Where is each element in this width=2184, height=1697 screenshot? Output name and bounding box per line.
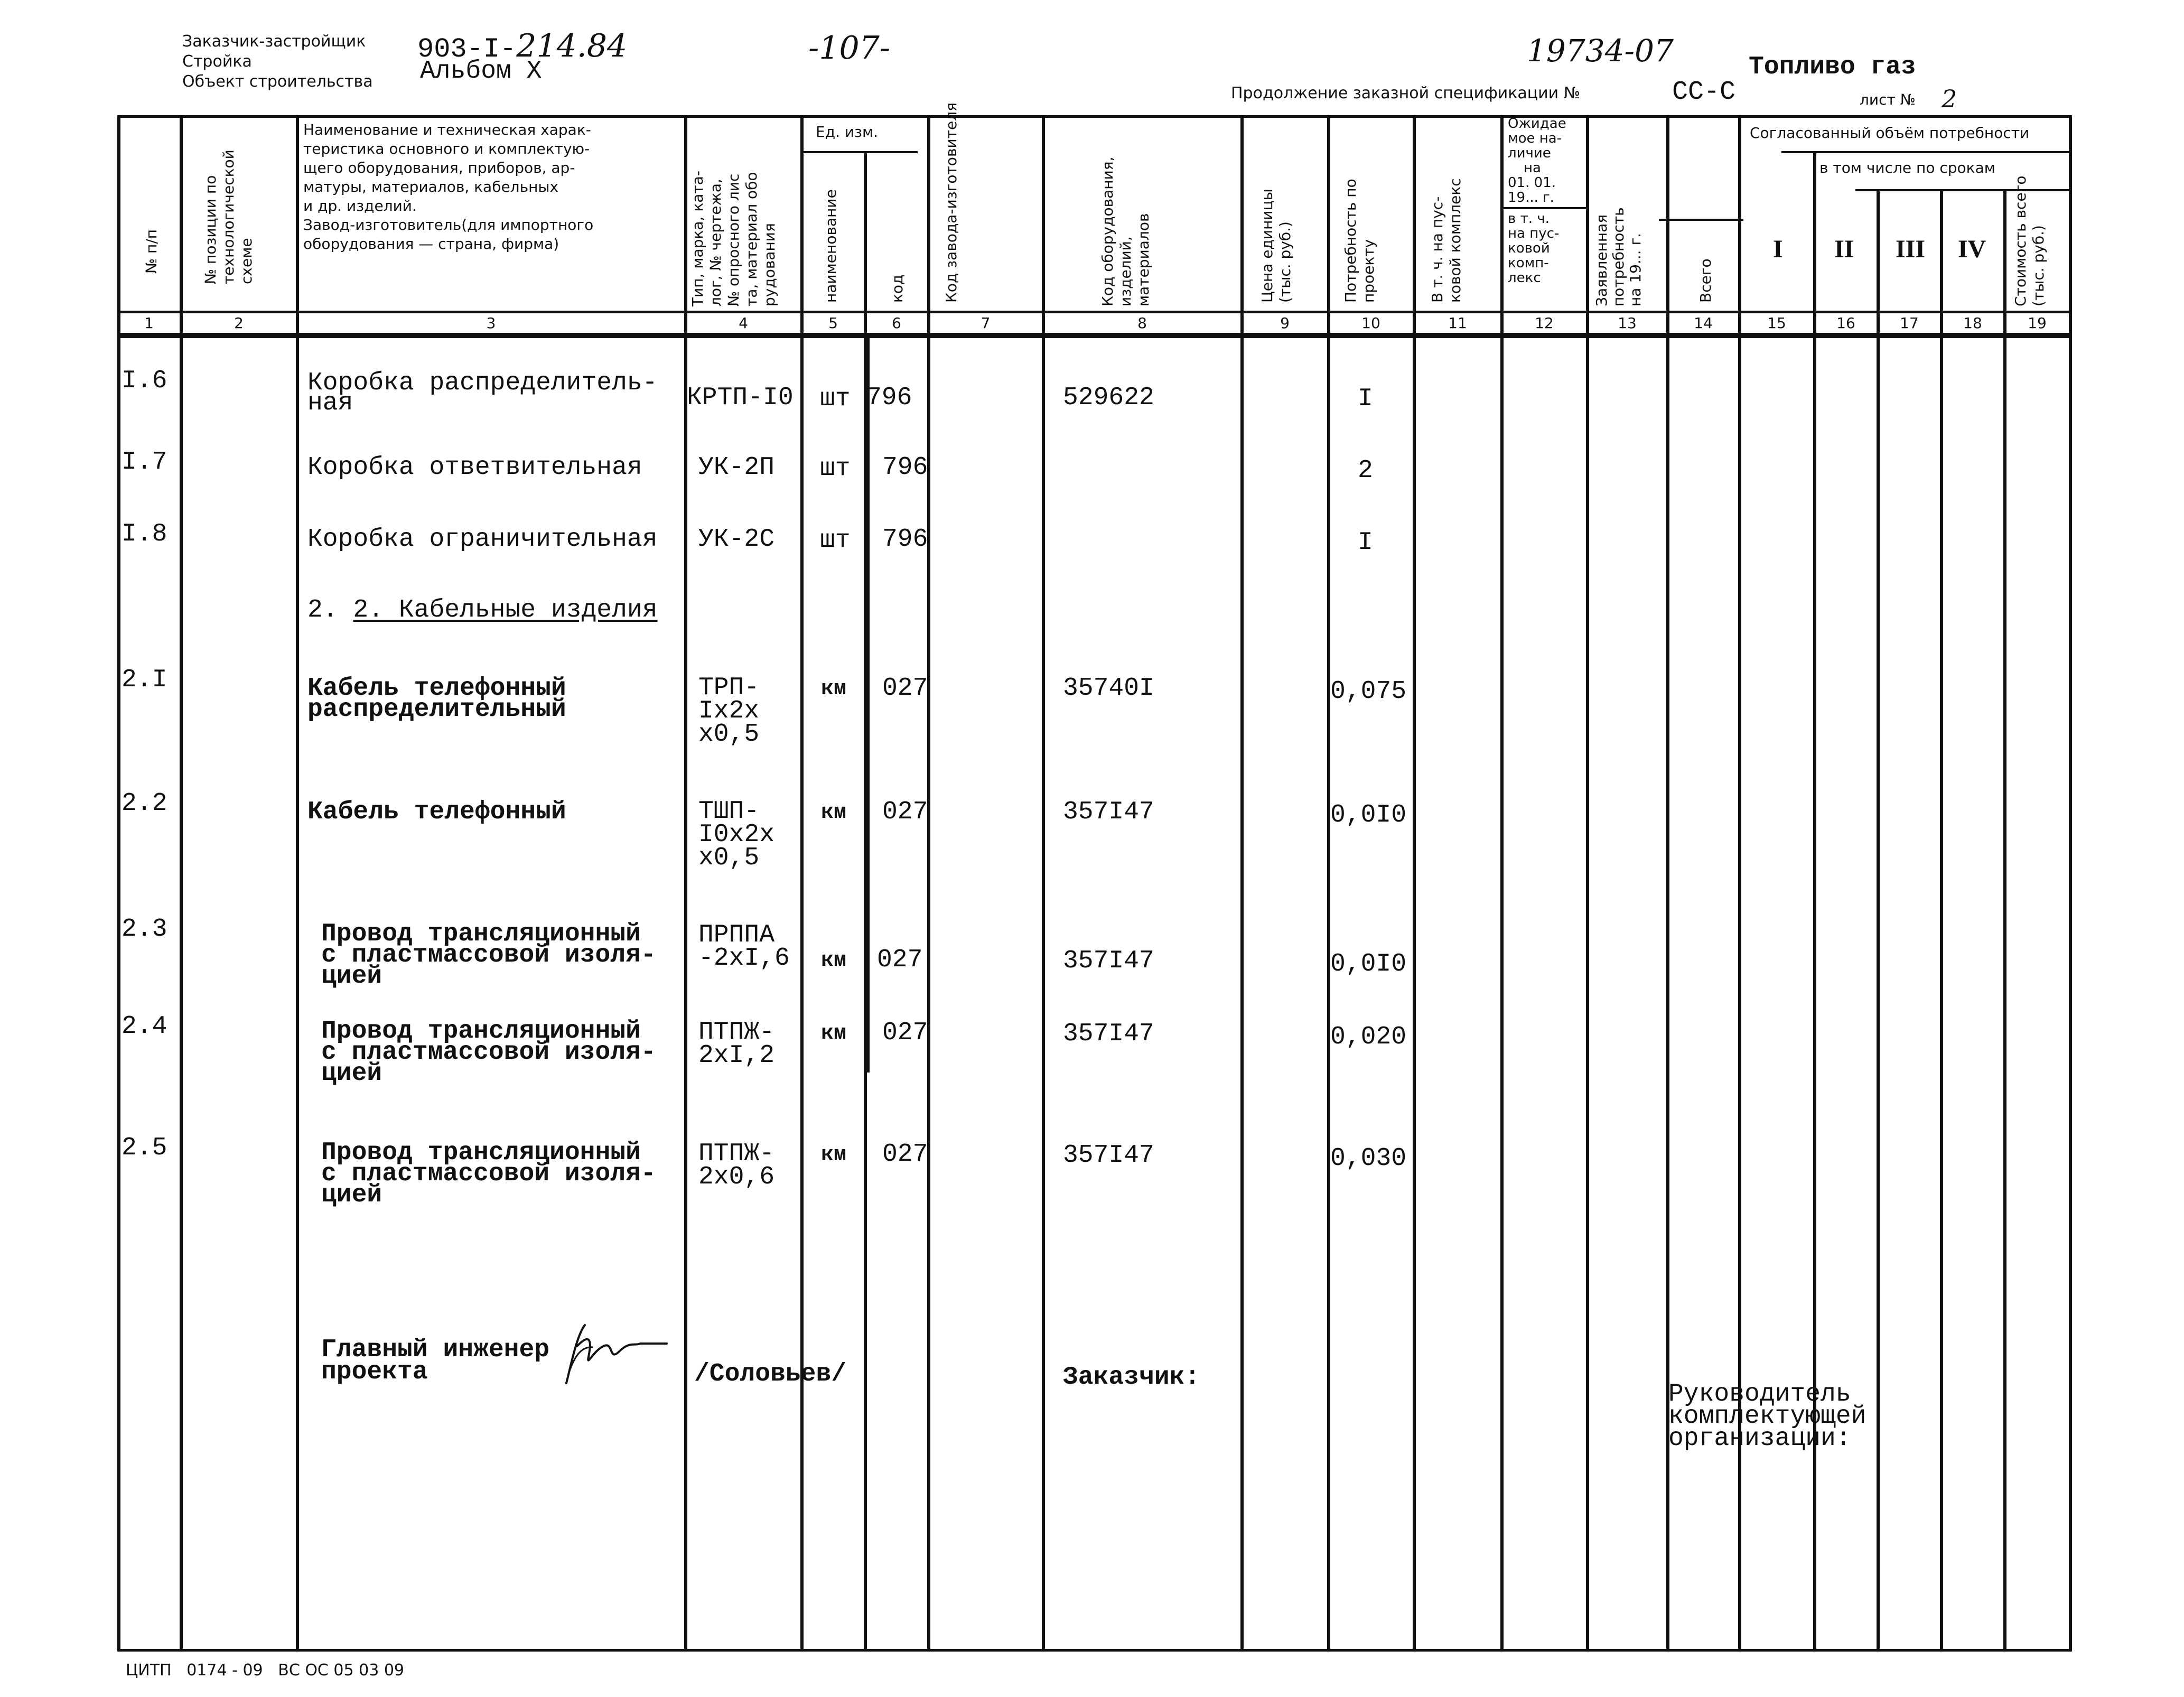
col-head-11 [1429,178,1464,303]
chief-engineer-name: /Соловьев/ [694,1360,847,1388]
col-head-13-line: Заявленная [1593,214,1610,306]
col-head-12b-line: на пус- [1508,226,1560,241]
row-unit-code: 796 [882,453,928,482]
construction-label: Стройка [182,52,252,71]
row-equipment-code: 529622 [1063,384,1154,412]
col-head-4-line: Тип, марка, ката- [689,171,706,306]
row-type-line: ПТПЖ- [698,1140,775,1168]
row-equipment-code: 357I47 [1063,1141,1154,1170]
project-code-handwritten: 214.84 [516,27,628,64]
col12-split-line [1504,207,1586,209]
col-number-12: 12 [1535,314,1554,332]
row-name-line: ная [307,389,353,417]
col-head-11-line: ковой комплекс [1446,178,1464,303]
row-unit-code: 027 [882,1140,928,1169]
col-number-8: 8 [1137,314,1147,332]
supplier-head-label [1668,1380,1866,1453]
col-head-19 [2012,175,2048,306]
col-head-12b-line: ковой [1508,240,1550,256]
col-head-10-line: проекту [1360,239,1377,303]
terms-group-header: в том числе по срокам [1819,159,1995,176]
section-heading-text: 2. Кабельные изделия [353,596,658,624]
col-head-12b-line: комп- [1508,255,1549,271]
col-line-17 [1940,189,1943,1652]
col-head-12b-line: в т. ч. [1508,211,1550,227]
row-type-line: -2хI,6 [698,944,790,973]
row-need: 0,0I0 [1330,801,1407,829]
row-need: 0,075 [1330,677,1407,706]
row-name: Коробка ответвительная [307,453,642,482]
header-bottom-border [117,311,2072,313]
col-head-12a-line: 19... г. [1508,190,1555,206]
customer-label: Заказчик-застройщик [182,32,366,51]
col-head-4 [689,171,779,306]
col-number-19: 19 [2028,314,2047,332]
row-need: 0,020 [1330,1023,1407,1051]
row-unit-code: 027 [882,1019,928,1047]
col-head-12a-line: Ожидае [1508,116,1566,132]
section-heading: 2. 2. Кабельные изделия [307,596,658,624]
row-need: 0,0I0 [1330,950,1407,978]
col-line-5-bold [866,333,870,1073]
row-name-line: Кабель телефонный [307,674,566,703]
agreed-group-header: Согласованный объём потребности [1750,124,2030,142]
col-head-14: Всего [1697,258,1714,303]
row-unit: шт [820,454,851,483]
row-name-line: с пластмассовой изоля- [321,941,656,969]
row-name-line: цией [321,1059,382,1088]
unit-group-header: Ед. изм. [816,123,878,141]
col-head-3-line: теристика основного и комплектую- [303,140,590,157]
col-head-12b-line: лекс [1508,270,1541,286]
row-name [307,676,566,722]
col-head-3-line: щего оборудования, приборов, ар- [303,159,575,176]
row-type-line: ПРППА [698,921,775,949]
col-head-17: III [1896,235,1926,263]
row-name-line: Провод трансляционный [321,920,641,948]
row-name: Кабель телефонный [307,798,566,826]
row-type [698,1142,774,1189]
row-unit: км [821,949,847,973]
col-head-8-line: материалов [1135,213,1152,306]
col-head-12a-line: личие [1508,145,1551,161]
col-head-15: I [1773,235,1783,263]
col-number-9: 9 [1280,314,1290,332]
chief-engineer-signature [556,1314,677,1394]
unit-group-divider [801,151,918,153]
row-unit-code: 796 [866,384,912,412]
row-unit-code: 027 [877,946,923,974]
row-name [321,920,656,991]
col-line-0 [117,115,120,1652]
row-unit: шт [820,526,851,555]
col-number-5: 5 [828,314,838,332]
col-line-10 [1413,115,1416,1652]
col-head-4-line: та, материал обо [743,172,760,306]
col-number-10: 10 [1361,314,1380,332]
row-type-line: 2хI,2 [698,1041,775,1070]
row-number: 2.5 [122,1134,167,1162]
col-head-8-line: Код оборудования, [1099,156,1116,306]
row-name-line: Коробка распределитель- [307,369,658,397]
row-unit-code: 796 [882,525,928,554]
row-name-line: распределительный [307,695,566,724]
page-number: -107- [808,30,891,67]
col-head-9-line: Цена единицы [1258,189,1276,303]
supplier-head-label-line: Руководитель [1668,1380,1851,1409]
row-equipment-code: 35740I [1063,674,1154,703]
row-type-line: I0х2х [698,820,775,849]
col-number-4: 4 [739,314,748,332]
col-number-7: 7 [981,314,991,332]
col-head-8 [1099,156,1153,306]
row-equipment-code: 357I47 [1063,1020,1154,1048]
row-unit: км [821,1143,847,1167]
col-number-11: 11 [1448,314,1467,332]
col-head-11-line: В т. ч. на пус- [1429,196,1446,303]
specification-table [117,102,2072,1652]
row-equipment-code: 357I47 [1063,947,1154,975]
row-unit-code: 027 [882,798,928,826]
row-unit: км [821,677,847,701]
supplier-head-label-line: организации: [1668,1424,1851,1453]
row-need: 0,030 [1330,1144,1407,1173]
col-number-1: 1 [144,314,154,332]
row-unit-code: 027 [882,674,928,703]
col-head-1: № п/п [143,229,160,274]
row-type-line: 2х0,6 [698,1163,775,1191]
row-name [321,1017,656,1088]
col-head-18: IV [1958,235,1986,263]
col-line-9 [1327,115,1330,1652]
row-number: 2.I [122,666,167,694]
chief-engineer-label-line: проекта [321,1358,428,1386]
col-head-3-line: Завод-изготовитель(для импортного [303,216,594,234]
table-bottom-border [117,1649,2072,1652]
row-number: 2.4 [122,1012,167,1041]
col-line-8 [1240,115,1244,1652]
col-head-3 [303,120,593,254]
row-name [321,1139,656,1209]
col-head-4-line: № опросного лис [725,173,742,306]
col-head-8-line: изделий, [1117,236,1134,306]
col-head-2: № позиции по технологической схеме [202,150,255,284]
col-line-7 [1042,115,1045,1652]
col-head-4-line: лог, № чертежа, [707,179,724,306]
row-unit: шт [820,385,851,413]
col-number-2: 2 [234,314,244,332]
row-name-line: Провод трансляционный [321,1139,641,1167]
row-number: I.7 [122,448,167,477]
col-head-3-line: оборудования — страна, фирма) [303,235,559,253]
col-head-12a [1508,116,1566,205]
row-type [698,921,790,973]
album-label: Альбом X [420,57,542,86]
agreed-group-divider [1781,151,2072,153]
row-need: I [1358,528,1373,557]
col-head-13-line: на 19... г. [1627,232,1644,306]
col-head-5: наименование [822,189,839,303]
col-head-3-line: Наименование и техническая харак- [303,121,591,138]
table-top-border [117,115,2072,118]
col-head-12b [1508,211,1559,285]
col-head-12a-line: на [1524,160,1541,176]
project-code-typed: 903-I- [417,34,517,65]
col-line-12 [1586,115,1589,1652]
row-equipment-code: 357I47 [1063,798,1154,826]
col-head-16: II [1834,235,1854,263]
row-type-line: х0,5 [698,720,760,749]
col-head-19-line: (тыс. руб.) [2030,225,2047,306]
col-head-13-line: потребность [1610,207,1627,306]
col-head-12a-line: 01. 01. [1508,175,1556,191]
sheet-label: лист № [1860,91,1916,108]
chief-engineer-label-line: Главный инженер [321,1336,550,1364]
col-number-17: 17 [1900,314,1919,332]
row-name-line: с пластмассовой изоля- [321,1038,656,1067]
col-line-4 [800,115,804,1652]
col-number-16: 16 [1836,314,1855,332]
sheet-number: 2 [1942,85,1957,113]
row-number: 2.3 [122,915,167,944]
row-number: 2.2 [122,789,167,818]
row-number: I.6 [122,367,167,395]
spec-caption: Продолжение заказной спецификации № [1231,84,1580,102]
row-unit: км [821,801,847,825]
footer-code: ЦИТП 0174 - 09 ВС ОС 05 03 09 [126,1661,405,1680]
col-line-11 [1500,115,1504,1652]
col-number-15: 15 [1767,314,1786,332]
col-number-13: 13 [1618,314,1637,332]
col-number-18: 18 [1963,314,1982,332]
document-number: 19734-07 [1527,33,1674,69]
col-line-1 [180,115,183,1652]
row-type: УК-2П [698,453,775,482]
col-line-16 [1877,189,1880,1652]
row-name: Коробка ограничительная [307,525,658,554]
row-type [698,674,760,749]
row-number: I.8 [122,520,167,548]
row-type-line: ПТПЖ- [698,1018,775,1047]
row-type [698,1018,775,1070]
customer-signature-label: Заказчик: [1063,1363,1200,1392]
row-need: 2 [1358,456,1373,485]
row-name-line: цией [321,962,382,991]
row-unit: км [821,1022,847,1046]
object-label: Объект строительства [182,72,373,91]
col-number-14: 14 [1694,314,1713,332]
col-line-6 [927,115,930,1652]
col-line-3 [684,115,687,1652]
row-type-line: ТШП- [698,797,760,826]
supplier-head-label-line: комплектующей [1668,1402,1866,1431]
col-number-6: 6 [892,314,901,332]
col-head-6: код [889,274,906,303]
col-head-7: Код завода-изготовителя [942,102,960,303]
col-line-18 [2003,189,2006,1652]
col-head-9-line: (тыс. руб.) [1276,221,1294,303]
row-type: КРТП-I0 [687,384,794,412]
col-head-3-line: матуры, материалов, кабельных [303,178,559,195]
row-need: I [1358,385,1373,413]
col12-divider [1659,219,1743,221]
row-type-line: Iх2х [698,697,760,725]
chief-engineer-label [321,1336,550,1386]
col-head-4-line: рудования [761,223,778,306]
col-head-13 [1593,207,1644,306]
col-number-3: 3 [486,314,496,332]
row-name-line: Провод трансляционный [321,1017,641,1046]
col-line-2 [296,115,299,1652]
column-numbers-border [117,333,2072,338]
row-type [698,797,775,872]
col-head-10 [1342,179,1378,303]
row-type-line: х0,5 [698,844,760,872]
col-head-12a-line: мое на- [1508,130,1562,146]
col-head-19-line: Стоимость всего [2012,175,2029,306]
row-name-line: цией [321,1181,382,1209]
spec-number: СС-С [1672,77,1736,107]
row-name-line: с пластмассовой изоля- [321,1160,656,1188]
topic-label: Топливо газ [1749,53,1916,81]
col-line-19 [2069,115,2072,1652]
row-name [307,371,658,415]
col-head-3-line: и др. изделий. [303,197,417,215]
row-type: УК-2С [698,525,775,554]
row-type-line: ТРП- [698,674,760,702]
col-head-9 [1258,189,1294,303]
col-head-10-line: Потребность по [1342,179,1359,303]
